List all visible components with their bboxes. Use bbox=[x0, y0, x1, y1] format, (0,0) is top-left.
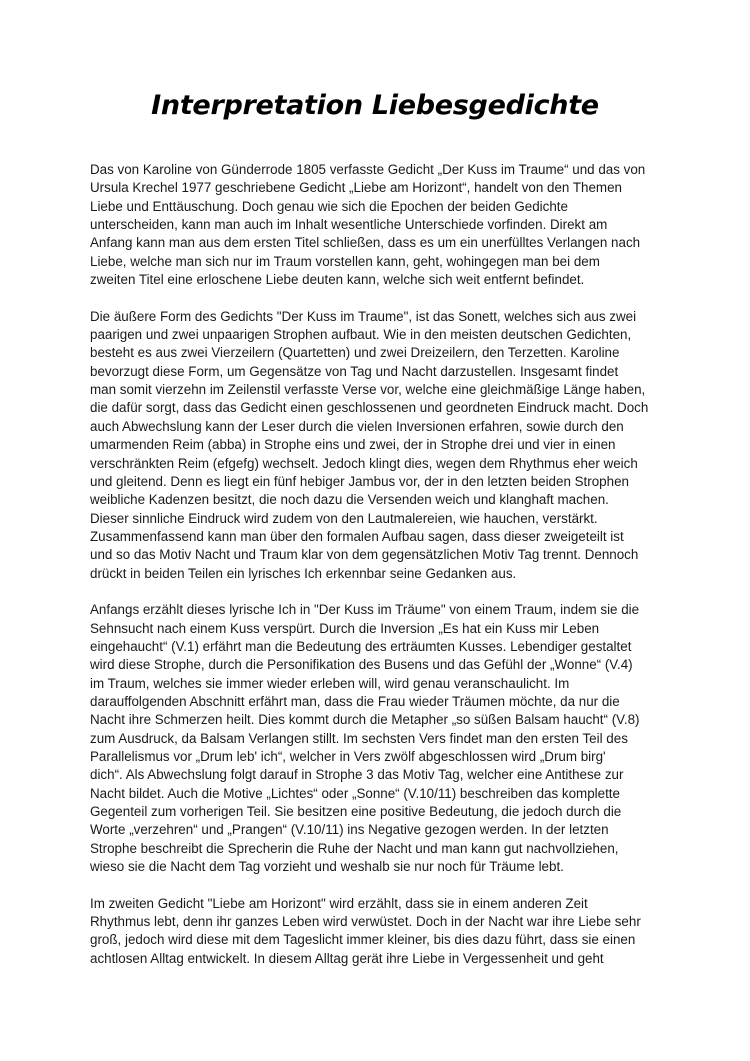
text-line: eingehaucht“ (V.1) erfährt man die Bedeutung des erträumten Kusses. Lebendiger gestaltet bbox=[90, 638, 632, 654]
text-line: wird diese Strophe, durch die Personifikation des Busens und das Gefühl der „Wonne“ (V.4) bbox=[90, 657, 633, 673]
text-line: Im zweiten Gedicht "Liebe am Horizont" wird erzählt, dass sie in einem anderen Zeit bbox=[90, 895, 588, 911]
text-line: groß, jedoch wird diese mit dem Tageslicht immer kleiner, bis dies dazu führt, dass sie einen bbox=[90, 932, 636, 948]
text-line: auch Abwechslung kann der Leser durch die vielen Inversionen erfahren, sowie durch den bbox=[90, 418, 624, 434]
document-body bbox=[90, 161, 670, 986]
text-line: verschränkten Reim (efgefg) wechselt. Jedoch klingt dies, wegen dem Rhythmus eher weich bbox=[90, 455, 638, 471]
text-line: Gegenteil zum vorherigen Teil. Sie besitzen eine positive Bedeutung, die jedoch durch die bbox=[90, 804, 622, 820]
text-line: Zusammenfassend kann man über den formalen Aufbau sagen, dass dieser zweigeteilt ist bbox=[90, 528, 624, 544]
paragraph bbox=[90, 308, 670, 583]
text-line: zweiten Titel eine erloschene Liebe deuten kann, welche sich weit entfernt befindet. bbox=[90, 272, 585, 288]
text-line: die dafür sorgt, dass das Gedicht einen geschlossenen und geordneten Eindruck macht. Doch bbox=[90, 400, 649, 416]
text-line: im Traum, welches sie immer wieder erleben will, wird genau veranschaulicht. Im bbox=[90, 675, 570, 691]
text-line: Nacht bildet. Auch die Motive „Lichtes“ oder „Sonne“ (V.10/11) beschreiben das komplette bbox=[90, 785, 620, 801]
text-line: Rhythmus lebt, denn ihr ganzes Leben wird verwüstet. Doch in der Nacht war ihre Liebe sehr bbox=[90, 914, 641, 930]
text-line: weibliche Kadenzen besitzt, die noch dazu die Versenden weich und klanghaft machen. bbox=[90, 492, 609, 508]
text-line: Anfang kann man aus dem ersten Titel schließen, dass es um ein unerfülltes Verlangen nach bbox=[90, 235, 641, 251]
text-line: und gleitend. Denn es liegt ein fünf hebiger Jambus vor, der in den letzten beiden Strophen bbox=[90, 473, 629, 489]
text-line: Die äußere Form des Gedichts "Der Kuss im Traume", ist das Sonett, welches sich aus zwei bbox=[90, 308, 637, 324]
text-line: Liebe und Enttäuschung. Doch genau wie sich die Epochen der beiden Gedichte bbox=[90, 198, 568, 214]
text-line: wieso sie die Nacht dem Tag vorzieht und weshalb sie nur noch für Träume lebt. bbox=[90, 859, 564, 875]
text-line: Das von Karoline von Günderrode 1805 verfasste Gedicht „Der Kuss im Traume“ und das von bbox=[90, 162, 646, 177]
paragraph bbox=[90, 601, 670, 876]
text-line: Strophe beschreibt die Sprecherin die Ruhe der Nacht und man kann gut nachvollziehen, bbox=[90, 840, 619, 856]
text-line: besteht es aus zwei Vierzeilern (Quartetten) und zwei Dreizeilern, den Terzetten. Karoline bbox=[90, 345, 620, 361]
text-line: und so das Motiv Nacht und Traum klar von dem gegensätzlichen Motiv Tag trennt. Dennoch bbox=[90, 547, 639, 563]
paragraph bbox=[90, 895, 670, 968]
text-line: unterscheiden, kann man auch im Inhalt wesentliche Unterschiede vorfinden. Direkt am bbox=[90, 217, 608, 233]
text-line: darauffolgenden Abschnitt erfährt man, dass die Frau wieder Träumen möchte, da nur die bbox=[90, 693, 620, 709]
document-title: Interpretation Liebesgedichte bbox=[151, 90, 599, 121]
paragraph bbox=[90, 161, 670, 289]
text-line: Liebe, welche man sich nur im Traum vorstellen kann, geht, wohingegen man bei dem bbox=[90, 253, 600, 269]
text-line: bevorzugt diese Form, um Gegensätze von Tag und Nacht darzustellen. Insgesamt findet bbox=[90, 363, 619, 379]
text-line: Parallelismus vor „Drum leb' ich“, welcher in Vers zwölf abgeschlossen wird „Drum birg' bbox=[90, 749, 606, 764]
text-line: Ursula Krechel 1977 geschriebene Gedicht „Liebe am Horizont“, handelt von den Themen bbox=[90, 180, 622, 196]
text-line: Nacht ihre Schmerzen heilt. Dies kommt durch die Metapher „so süßen Balsam haucht“ (V.8) bbox=[90, 712, 640, 728]
text-line: Anfangs erzählt dieses lyrische Ich in "Der Kuss im Träume" von einem Traum, indem sie die bbox=[90, 602, 640, 618]
text-line: paarigen und zwei unpaarigen Strophen aufbaut. Wie in den meisten deutschen Gedichten, bbox=[90, 327, 632, 343]
text-line: zum Ausdruck, da Balsam Verlangen stillt. Im sechsten Vers findet man den ersten Teil des bbox=[90, 730, 628, 746]
text-line: achtlosen Alltag entwickelt. In diesem Alltag gerät ihre Liebe in Vergessenheit und geht bbox=[90, 950, 604, 966]
text-line: Worte „verzehren“ und „Prangen“ (V.10/11) ins Negative gezogen werden. In der letzten bbox=[90, 822, 609, 838]
text-line: man somit vierzehn im Zeilenstil verfasste Verse vor, welche eine gleichmäßige Länge haben, bbox=[90, 382, 646, 398]
text-line: umarmenden Reim (abba) in Strophe eins und zwei, der in Strophe drei und vier in einen bbox=[90, 437, 616, 453]
text-line: Sehnsucht nach einem Kuss verspürt. Durch die Inversion „Es hat ein Kuss mir Leben bbox=[90, 620, 600, 636]
text-line: Dieser sinnliche Eindruck wird zudem von den Lautmalereien, wie hauchen, verstärkt. bbox=[90, 510, 598, 526]
text-line: dich“. Als Abwechslung folgt darauf in Strophe 3 das Motiv Tag, welcher eine Antithese zur bbox=[90, 767, 624, 783]
text-line: drückt in beiden Teilen ein lyrisches Ich erkennbar seine Gedanken aus. bbox=[90, 565, 517, 581]
